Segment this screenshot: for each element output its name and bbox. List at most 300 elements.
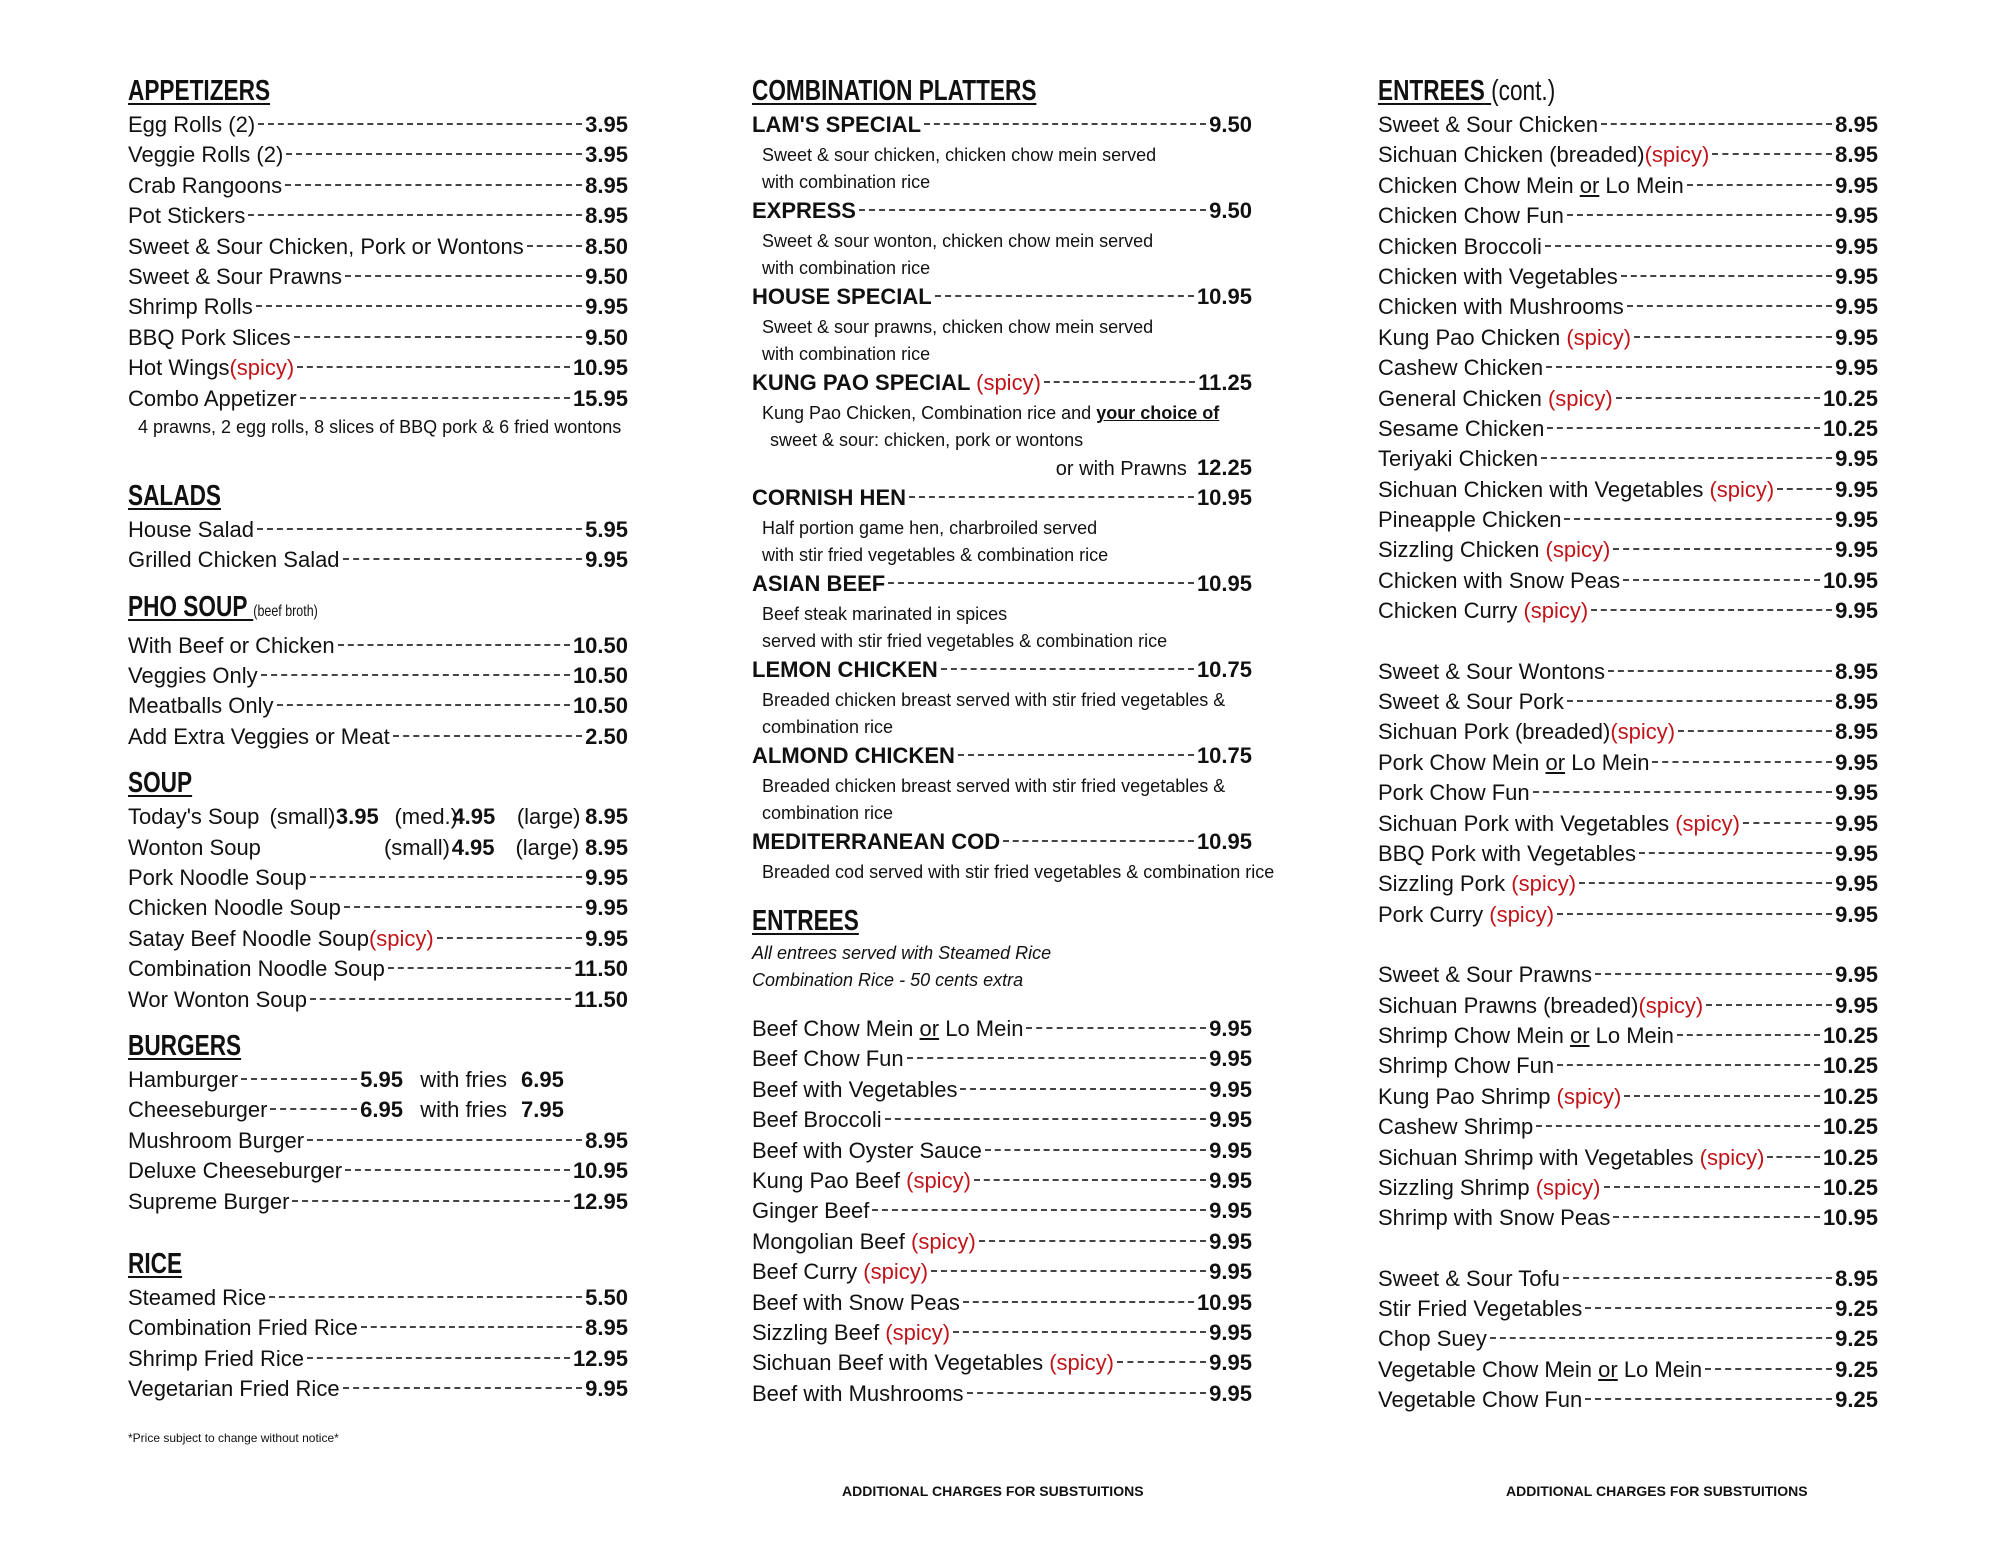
pho-subtitle: (beef broth) bbox=[253, 602, 318, 620]
item-price: 10.25 bbox=[1822, 1144, 1878, 1170]
item-price: 10.95 bbox=[572, 355, 628, 381]
house-special-desc-2: with combination rice bbox=[762, 344, 931, 364]
item-name bbox=[1378, 1173, 1601, 1203]
beef-entrees-list bbox=[752, 1014, 1252, 1409]
menu-item bbox=[128, 893, 628, 923]
almond-chicken-row bbox=[752, 741, 1252, 773]
menu-item bbox=[128, 863, 628, 893]
appetizers-heading: APPETIZERS bbox=[128, 75, 271, 107]
cornish-hen-price: 10.95 bbox=[1196, 485, 1252, 510]
item-price: 9.95 bbox=[1209, 1167, 1252, 1193]
leader-dots bbox=[307, 1139, 582, 1141]
leader-dots bbox=[344, 906, 582, 908]
item-name bbox=[752, 1075, 957, 1105]
lemon-chicken-price: 10.75 bbox=[1196, 657, 1252, 682]
menu-item bbox=[128, 1374, 628, 1404]
leader-dots bbox=[527, 245, 582, 247]
item-price: 3.95 bbox=[585, 142, 628, 168]
item-name bbox=[1378, 444, 1538, 474]
hamburger-fries-label: with fries bbox=[420, 1066, 507, 1092]
item-label: Pork Noodle Soup bbox=[128, 865, 307, 891]
cheeseburger-name: Cheeseburger bbox=[128, 1097, 268, 1123]
leader-dots bbox=[1678, 730, 1832, 732]
item-price: 8.95 bbox=[1835, 658, 1878, 684]
item-price: 9.95 bbox=[1209, 1350, 1252, 1376]
menu-item bbox=[128, 631, 628, 661]
item-name bbox=[1378, 1324, 1487, 1354]
spicy-label: (spicy) bbox=[911, 1228, 976, 1254]
combination-section bbox=[752, 74, 1275, 886]
item-price: 9.25 bbox=[1835, 1296, 1878, 1322]
leader-dots bbox=[300, 397, 570, 399]
menu-item bbox=[128, 515, 628, 545]
item-price: 9.95 bbox=[1209, 1137, 1252, 1163]
leader-dots bbox=[345, 1169, 570, 1171]
leader-dots bbox=[1712, 153, 1832, 155]
todays-soup-med-label: (med.) bbox=[394, 804, 458, 830]
item-name bbox=[128, 985, 307, 1015]
shrimp-entrees-list bbox=[1378, 960, 1878, 1234]
item-name bbox=[1378, 717, 1675, 747]
item-label: Shrimp Fried Rice bbox=[128, 1345, 305, 1371]
item-name bbox=[1378, 566, 1620, 596]
soup-list bbox=[128, 863, 628, 1015]
item-price: 9.95 bbox=[1835, 476, 1878, 502]
kung-pao-special-desc-2: sweet & sour: chicken, pork or wontons bbox=[770, 430, 1084, 450]
menu-item bbox=[128, 691, 628, 721]
item-name bbox=[1378, 596, 1588, 626]
menu-item bbox=[1378, 1264, 1878, 1294]
leader-dots bbox=[1652, 761, 1832, 763]
leader-dots bbox=[307, 1357, 570, 1359]
cornish-hen-row bbox=[752, 483, 1252, 515]
item-price: 12.95 bbox=[572, 1188, 628, 1214]
item-label: Beef with Mushrooms bbox=[752, 1380, 964, 1406]
menu-item bbox=[1378, 201, 1878, 231]
item-label: BBQ Pork Slices bbox=[128, 324, 291, 350]
salads-section bbox=[128, 479, 628, 576]
leader-dots bbox=[310, 998, 571, 1000]
item-price: 9.95 bbox=[585, 294, 628, 320]
entrees-cont-heading bbox=[1378, 74, 1768, 108]
item-label: Sichuan Shrimp with Vegetables bbox=[1378, 1144, 1700, 1170]
item-price: 9.95 bbox=[1835, 172, 1878, 198]
pork-entrees-list bbox=[1378, 657, 1878, 931]
leader-dots bbox=[1026, 1027, 1206, 1029]
wonton-soup-name: Wonton Soup bbox=[128, 834, 261, 860]
item-name bbox=[1378, 262, 1618, 292]
menu-item bbox=[128, 1126, 628, 1156]
menu-item bbox=[128, 1187, 628, 1217]
spicy-label: (spicy) bbox=[1610, 719, 1676, 745]
menu-item bbox=[128, 384, 628, 414]
item-price: 5.50 bbox=[585, 1284, 628, 1310]
item-price: 9.95 bbox=[1835, 203, 1878, 229]
entrees-cont-suffix: (cont.) bbox=[1491, 75, 1556, 107]
item-label: Beef Curry bbox=[752, 1259, 864, 1285]
chicken-entrees-list bbox=[1378, 110, 1878, 627]
item-label: Cashew Shrimp bbox=[1378, 1114, 1534, 1140]
item-price: 9.50 bbox=[585, 263, 628, 289]
leader-dots bbox=[1601, 123, 1832, 125]
item-label: Shrimp with Snow Peas bbox=[1378, 1205, 1611, 1231]
todays-soup-large-label: (large) bbox=[516, 804, 581, 830]
menu-item bbox=[1378, 1173, 1878, 1203]
leader-dots bbox=[953, 1331, 1206, 1333]
menu-item bbox=[752, 1227, 1252, 1257]
leader-dots bbox=[277, 704, 570, 706]
menu-item bbox=[1378, 505, 1878, 535]
soup-section bbox=[128, 766, 628, 1015]
spicy-label: (spicy) bbox=[229, 355, 295, 381]
item-label: Sesame Chicken bbox=[1378, 415, 1545, 441]
item-label: Chicken with Mushrooms bbox=[1378, 294, 1624, 320]
item-price: 9.25 bbox=[1835, 1326, 1878, 1352]
menu-item bbox=[1378, 1385, 1878, 1415]
item-label: Sizzling Pork bbox=[1378, 871, 1512, 897]
menu-item bbox=[1378, 1143, 1878, 1173]
menu-item bbox=[752, 1075, 1252, 1105]
spicy-label: (spicy) bbox=[1523, 598, 1589, 624]
leader-dots bbox=[1585, 1398, 1832, 1400]
spicy-label: (spicy) bbox=[1489, 901, 1555, 927]
cornish-hen-desc-1: Half portion game hen, charbroiled served bbox=[762, 518, 1098, 538]
express-desc-2: with combination rice bbox=[762, 258, 931, 278]
vegetable-entrees-list bbox=[1378, 1264, 1878, 1416]
leader-dots bbox=[1490, 1337, 1832, 1339]
menu-column-right bbox=[1378, 74, 1878, 1416]
item-price: 10.25 bbox=[1822, 1083, 1878, 1109]
entrees-note-steamed: All entrees served with Steamed Rice bbox=[752, 943, 1052, 963]
leader-dots bbox=[985, 1149, 1206, 1151]
todays-soup-small-label: (small) bbox=[269, 804, 336, 830]
item-label: Stir Fried Vegetables bbox=[1378, 1296, 1583, 1322]
item-name bbox=[128, 140, 283, 170]
hamburger-name: Hamburger bbox=[128, 1066, 239, 1092]
item-name bbox=[128, 1283, 266, 1313]
rice-heading: RICE bbox=[128, 1247, 183, 1280]
mediterranean-cod-name: MEDITERRANEAN COD bbox=[752, 829, 1001, 854]
item-label: Steamed Rice bbox=[128, 1284, 267, 1310]
item-label: Chop Suey bbox=[1378, 1326, 1487, 1352]
item-label: Sichuan Chicken (breaded) bbox=[1378, 142, 1645, 168]
item-price: 9.95 bbox=[1209, 1016, 1252, 1041]
leader-dots bbox=[1604, 1186, 1820, 1188]
menu-item bbox=[752, 1348, 1252, 1378]
item-label: Sizzling Shrimp bbox=[1378, 1174, 1536, 1200]
item-label: Chicken Chow Mein bbox=[1378, 172, 1580, 198]
rice-list bbox=[128, 1283, 628, 1405]
menu-item bbox=[1378, 384, 1878, 414]
kung-pao-special-row bbox=[752, 368, 1252, 400]
house-special-row bbox=[752, 282, 1252, 314]
leader-dots bbox=[338, 644, 570, 646]
item-label: Meatballs Only bbox=[128, 693, 274, 719]
menu-item bbox=[1378, 232, 1878, 262]
menu-item bbox=[128, 924, 628, 954]
item-label: Wor Wonton Soup bbox=[128, 986, 307, 1012]
item-name bbox=[1378, 900, 1554, 930]
menu-item bbox=[128, 545, 628, 575]
item-label: Sweet & Sour Chicken bbox=[1378, 112, 1599, 137]
item-name bbox=[1378, 232, 1542, 262]
item-label: Sizzling Chicken bbox=[1378, 537, 1546, 563]
lams-special-desc-1: Sweet & sour chicken, chicken chow mein served bbox=[762, 145, 1157, 165]
item-name bbox=[1378, 1203, 1610, 1233]
pho-list bbox=[128, 631, 628, 753]
menu-item bbox=[128, 1344, 628, 1374]
item-name bbox=[752, 1288, 960, 1318]
item-price: 9.95 bbox=[1209, 1198, 1252, 1224]
wonton-soup-small-price: 4.95 bbox=[451, 834, 495, 860]
todays-soup-large-price: 8.95 bbox=[585, 804, 628, 830]
menu-item bbox=[1378, 778, 1878, 808]
menu-item bbox=[1378, 323, 1878, 353]
mediterranean-cod-price: 10.95 bbox=[1196, 829, 1252, 854]
leader-dots bbox=[1639, 852, 1832, 854]
item-label: Beef with Oyster Sauce bbox=[752, 1137, 982, 1163]
item-price: 8.95 bbox=[1835, 112, 1878, 137]
menu-item bbox=[1378, 960, 1878, 990]
express-price: 9.50 bbox=[1209, 198, 1252, 223]
item-label: BBQ Pork with Vegetables bbox=[1378, 840, 1637, 866]
item-price: 10.95 bbox=[572, 1158, 628, 1184]
item-price: 10.25 bbox=[1822, 1114, 1878, 1140]
menu-item bbox=[1378, 171, 1878, 201]
item-label: Sichuan Pork (breaded) bbox=[1378, 719, 1611, 745]
item-price: 9.95 bbox=[1835, 537, 1878, 563]
item-name bbox=[128, 323, 291, 353]
menu-item bbox=[128, 232, 628, 262]
item-label: Kung Pao Beef bbox=[752, 1167, 907, 1193]
cornish-hen-desc-2: with stir fried vegetables & combination rice bbox=[762, 545, 1109, 565]
menu-item bbox=[1378, 657, 1878, 687]
leader-dots bbox=[1623, 579, 1820, 581]
leader-dots bbox=[261, 674, 570, 676]
kung-pao-desc-text: Kung Pao Chicken, Combination rice and bbox=[762, 403, 1097, 423]
leader-dots bbox=[437, 937, 582, 939]
menu-item bbox=[1378, 475, 1878, 505]
menu-item bbox=[752, 1105, 1252, 1135]
leader-dots bbox=[979, 1240, 1206, 1242]
lams-special-price: 9.50 bbox=[1209, 112, 1252, 137]
item-price: 9.95 bbox=[1835, 901, 1878, 927]
item-label: Chicken Chow Fun bbox=[1378, 203, 1564, 229]
wonton-soup-large-label: (large) bbox=[515, 834, 580, 860]
item-price: 8.95 bbox=[1835, 719, 1878, 745]
item-label: Sweet & Sour Wontons bbox=[1378, 658, 1606, 684]
item-name bbox=[752, 1318, 950, 1348]
item-label: Beef Chow Fun bbox=[752, 1046, 904, 1072]
item-name bbox=[1378, 353, 1543, 383]
item-name bbox=[1378, 1355, 1702, 1385]
item-price: 9.95 bbox=[1835, 598, 1878, 624]
spicy-label: (spicy) bbox=[885, 1319, 951, 1345]
item-label: Pineapple Chicken bbox=[1378, 507, 1562, 533]
appetizers-list bbox=[128, 110, 628, 414]
pho-heading bbox=[128, 590, 518, 629]
wonton-soup-row bbox=[128, 833, 628, 863]
item-price: 9.95 bbox=[585, 547, 628, 573]
menu-item bbox=[128, 110, 628, 140]
menu-item bbox=[752, 1196, 1252, 1226]
item-name bbox=[752, 1044, 904, 1074]
item-name bbox=[752, 1105, 882, 1135]
item-price: 9.95 bbox=[1835, 992, 1878, 1018]
item-price: 8.95 bbox=[585, 203, 628, 229]
item-label: Deluxe Cheeseburger bbox=[128, 1158, 343, 1184]
prawn-option-price: 12.25 bbox=[1196, 455, 1252, 480]
lemon-chicken-name: LEMON CHICKEN bbox=[752, 657, 938, 682]
item-name bbox=[1378, 535, 1610, 565]
menu-item bbox=[1378, 1082, 1878, 1112]
cornish-hen-name: CORNISH HEN bbox=[752, 485, 907, 510]
wonton-soup-large-price: 8.95 bbox=[585, 834, 628, 860]
menu-item bbox=[1378, 687, 1878, 717]
kung-pao-special-desc-1 bbox=[752, 400, 1252, 427]
cheeseburger-price: 6.95 bbox=[360, 1097, 403, 1123]
item-label: Chicken Broccoli bbox=[1378, 233, 1542, 259]
item-name bbox=[1378, 475, 1774, 505]
spicy-label: (spicy) bbox=[863, 1259, 929, 1285]
leader-dots bbox=[294, 336, 583, 338]
item-name bbox=[128, 262, 342, 292]
item-label: Chicken with Vegetables bbox=[1378, 263, 1618, 289]
item-label: Shrimp Chow Fun bbox=[1378, 1053, 1555, 1079]
todays-soup-small-price: 3.95 bbox=[335, 804, 379, 830]
leader-dots bbox=[1585, 1307, 1832, 1309]
kung-pao-desc-choice: your choice of bbox=[1096, 403, 1220, 423]
item-label: Cashew Chicken bbox=[1378, 355, 1544, 381]
item-label: Beef with Snow Peas bbox=[752, 1289, 960, 1315]
item-name bbox=[1378, 1112, 1533, 1142]
menu-item bbox=[128, 201, 628, 231]
item-label: Veggies Only bbox=[128, 663, 258, 689]
pho-section bbox=[128, 590, 628, 753]
menu-item bbox=[752, 1318, 1252, 1348]
item-name bbox=[1378, 960, 1592, 990]
item-price: 9.25 bbox=[1835, 1387, 1878, 1413]
menu-item bbox=[1378, 1324, 1878, 1354]
item-price: 9.95 bbox=[1835, 263, 1878, 289]
item-price: 9.95 bbox=[1835, 749, 1878, 775]
item-price: 8.95 bbox=[585, 1127, 628, 1153]
item-price: 9.95 bbox=[585, 895, 628, 921]
item-name bbox=[1378, 1021, 1674, 1051]
leader-dots bbox=[1546, 366, 1832, 368]
leader-dots bbox=[1117, 1361, 1206, 1363]
item-price: 9.95 bbox=[1209, 1259, 1252, 1285]
spicy-label: (spicy) bbox=[976, 370, 1041, 395]
asian-beef-desc-1: Beef steak marinated in spices bbox=[762, 604, 1008, 624]
item-price: 9.95 bbox=[1835, 840, 1878, 866]
item-price: 8.95 bbox=[585, 172, 628, 198]
spicy-label: (spicy) bbox=[1644, 142, 1710, 168]
kung-pao-special-title: KUNG PAO SPECIAL bbox=[752, 370, 970, 395]
item-label-tail: Lo Mein bbox=[1617, 1356, 1703, 1382]
lams-special-row bbox=[752, 110, 1252, 142]
item-name bbox=[1378, 1051, 1554, 1081]
leader-dots bbox=[1591, 609, 1832, 611]
spicy-label: (spicy) bbox=[368, 925, 434, 951]
lams-special-desc-2: with combination rice bbox=[762, 172, 931, 192]
item-name bbox=[1378, 140, 1709, 170]
item-label: Sweet & Sour Pork bbox=[1378, 689, 1564, 715]
house-special-name: HOUSE SPECIAL bbox=[752, 284, 932, 309]
todays-soup-med-price: 4.95 bbox=[452, 804, 496, 830]
menu-item bbox=[128, 353, 628, 383]
item-name bbox=[128, 292, 253, 322]
lams-special-name: LAM'S SPECIAL bbox=[752, 112, 922, 137]
item-price: 5.95 bbox=[585, 516, 628, 542]
item-label: Pork Chow Mein bbox=[1378, 749, 1546, 775]
item-label: Satay Beef Noodle Soup bbox=[128, 925, 369, 951]
leader-dots bbox=[343, 1387, 583, 1389]
leader-dots bbox=[286, 153, 582, 155]
or-label: or bbox=[1545, 749, 1566, 775]
item-label: Mushroom Burger bbox=[128, 1127, 305, 1153]
leader-dots bbox=[269, 1296, 582, 1298]
menu-item bbox=[128, 1283, 628, 1313]
item-name bbox=[1378, 839, 1636, 869]
item-label: Sweet & Sour Chicken, Pork or Wontons bbox=[128, 233, 524, 259]
spicy-label: (spicy) bbox=[1545, 537, 1611, 563]
item-label: Teriyaki Chicken bbox=[1378, 446, 1539, 472]
item-name bbox=[1378, 809, 1740, 839]
leader-dots bbox=[1541, 457, 1832, 459]
house-special-price: 10.95 bbox=[1196, 284, 1252, 309]
item-name bbox=[1378, 171, 1684, 201]
leader-dots bbox=[1624, 1095, 1820, 1097]
leader-dots bbox=[1705, 1368, 1832, 1370]
leader-dots bbox=[1579, 882, 1832, 884]
menu-item bbox=[1378, 535, 1878, 565]
item-name bbox=[752, 1014, 1023, 1044]
menu-item bbox=[128, 661, 628, 691]
burgers-list bbox=[128, 1126, 628, 1217]
menu-item bbox=[128, 292, 628, 322]
leader-dots bbox=[1563, 1277, 1832, 1279]
appetizers-section bbox=[128, 74, 628, 441]
mediterranean-cod-row bbox=[752, 827, 1252, 859]
item-label: Combination Fried Rice bbox=[128, 1315, 358, 1341]
menu-item bbox=[1378, 292, 1878, 322]
menu-item bbox=[128, 722, 628, 752]
leader-dots bbox=[1743, 822, 1832, 824]
item-label: Combination Noodle Soup bbox=[128, 956, 385, 982]
spicy-label: (spicy) bbox=[1556, 1083, 1622, 1109]
leader-dots bbox=[297, 366, 570, 368]
item-name bbox=[128, 545, 340, 575]
item-label: Shrimp Chow Mein bbox=[1378, 1022, 1570, 1048]
item-price: 9.95 bbox=[1835, 507, 1878, 533]
combo-appetizer-description: 4 prawns, 2 egg rolls, 8 slices of BBQ pork & 6 fried wontons bbox=[138, 416, 622, 437]
price-notice: *Price subject to change without notice* bbox=[128, 1430, 339, 1445]
leader-dots bbox=[1627, 305, 1832, 307]
item-label: With Beef or Chicken bbox=[128, 632, 335, 658]
item-price: 15.95 bbox=[572, 385, 628, 411]
menu-item bbox=[1378, 991, 1878, 1021]
leader-dots bbox=[1545, 245, 1832, 247]
menu-item bbox=[1378, 717, 1878, 747]
menu-item bbox=[128, 985, 628, 1015]
item-name bbox=[128, 863, 307, 893]
leader-dots bbox=[1613, 548, 1832, 550]
item-name bbox=[1378, 657, 1605, 687]
item-name bbox=[128, 353, 294, 383]
item-price: 12.95 bbox=[572, 1345, 628, 1371]
item-name bbox=[128, 232, 524, 262]
